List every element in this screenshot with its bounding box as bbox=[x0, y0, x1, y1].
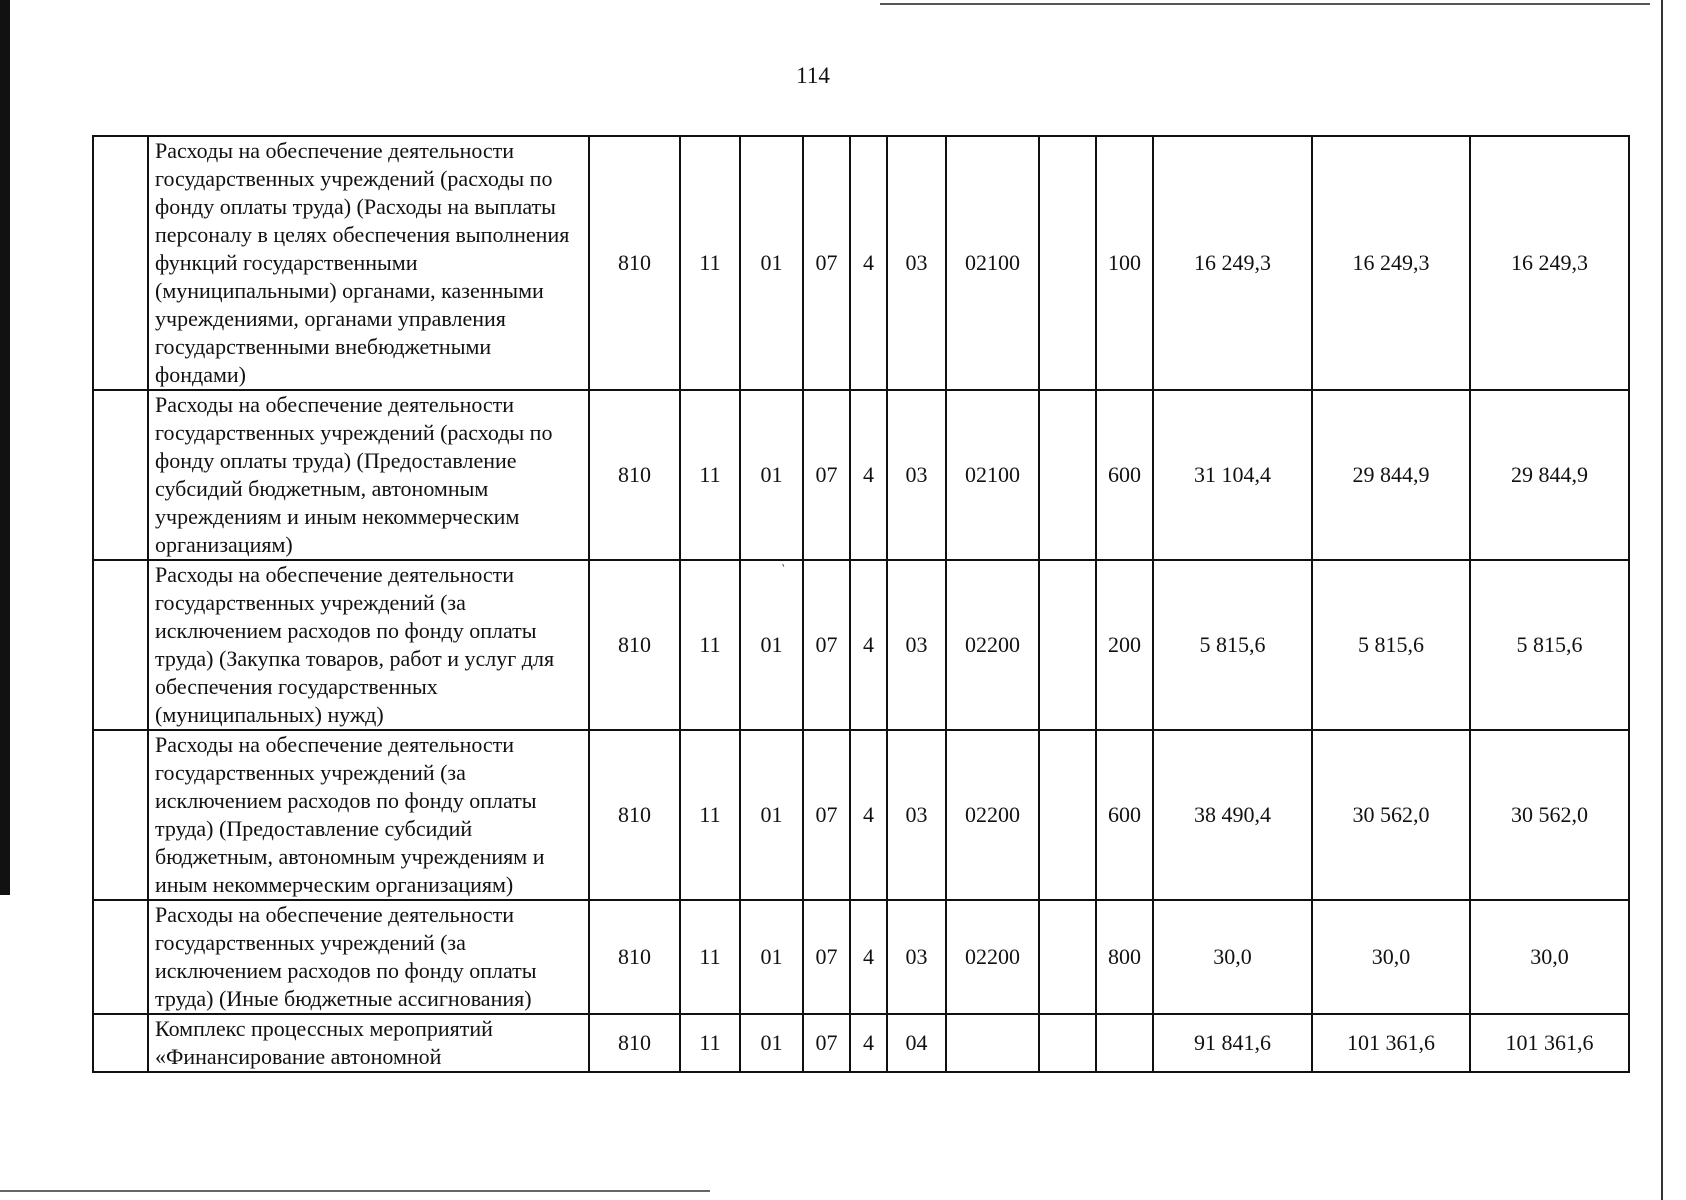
row-number-cell bbox=[93, 1014, 148, 1072]
row-number-cell bbox=[93, 390, 148, 560]
complex-code-cell: 03 bbox=[887, 390, 946, 560]
program-code-cell: 07 bbox=[803, 136, 850, 390]
direction-code-cell: 02200 bbox=[946, 560, 1039, 730]
description-cell: Расходы на обеспечение деятельности государственных учреждений (расходы по фонду оплаты труда) (Предоставление субсидий бюджетным, автономным учреждениям и иным некоммерческим организациям) bbox=[148, 390, 589, 560]
subsection-code-cell: 01 bbox=[740, 560, 803, 730]
section-code-cell: 11 bbox=[680, 900, 740, 1014]
extra-code-cell bbox=[1039, 1014, 1096, 1072]
description-cell: Расходы на обеспечение деятельности государственных учреждений (расходы по фонду оплаты труда) (Расходы на выплаты персоналу в целях обеспечения выполнения функций государственными (муниципальными) органами, казенными учреждениями, органами управления государственными внебюджетными фондами) bbox=[148, 136, 589, 390]
direction-code-cell: 02100 bbox=[946, 136, 1039, 390]
table-row bbox=[93, 560, 1629, 730]
program-type-cell: 4 bbox=[850, 730, 887, 900]
amount-year3-cell: 30,0 bbox=[1470, 900, 1629, 1014]
expense-type-cell bbox=[1096, 1014, 1153, 1072]
expense-type-cell: 600 bbox=[1096, 730, 1153, 900]
section-code-cell: 11 bbox=[680, 560, 740, 730]
subsection-code-cell: 01 bbox=[740, 730, 803, 900]
direction-code-cell: 02200 bbox=[946, 730, 1039, 900]
amount-year1-cell: 91 841,6 bbox=[1153, 1014, 1312, 1072]
section-code-cell: 11 bbox=[680, 1014, 740, 1072]
budget-table bbox=[92, 135, 1630, 1073]
direction-code-cell bbox=[946, 1014, 1039, 1072]
program-type-cell: 4 bbox=[850, 136, 887, 390]
extra-code-cell bbox=[1039, 390, 1096, 560]
amount-year3-cell: 29 844,9 bbox=[1470, 390, 1629, 560]
program-code-cell: 07 bbox=[803, 1014, 850, 1072]
direction-code-cell: 02200 bbox=[946, 900, 1039, 1014]
amount-year3-cell: 5 815,6 bbox=[1470, 560, 1629, 730]
row-number-cell bbox=[93, 136, 148, 390]
extra-code-cell bbox=[1039, 900, 1096, 1014]
table-body bbox=[93, 136, 1629, 1072]
amount-year2-cell: 30,0 bbox=[1312, 900, 1470, 1014]
amount-year1-cell: 38 490,4 bbox=[1153, 730, 1312, 900]
grbs-code-cell: 810 bbox=[589, 1014, 680, 1072]
expense-type-cell: 200 bbox=[1096, 560, 1153, 730]
expense-type-cell: 600 bbox=[1096, 390, 1153, 560]
row-number-cell bbox=[93, 560, 148, 730]
table-row bbox=[93, 136, 1629, 390]
complex-code-cell: 04 bbox=[887, 1014, 946, 1072]
complex-code-cell: 03 bbox=[887, 136, 946, 390]
scan-line-top bbox=[880, 3, 1650, 5]
extra-code-cell bbox=[1039, 730, 1096, 900]
row-number-cell bbox=[93, 730, 148, 900]
subsection-code-cell: 01 bbox=[740, 900, 803, 1014]
section-code-cell: 11 bbox=[680, 136, 740, 390]
program-code-cell: 07 bbox=[803, 560, 850, 730]
section-code-cell: 11 bbox=[680, 390, 740, 560]
scan-edge-left bbox=[0, 0, 10, 895]
table-row bbox=[93, 900, 1629, 1014]
amount-year1-cell: 16 249,3 bbox=[1153, 136, 1312, 390]
subsection-code-cell: 01 bbox=[740, 136, 803, 390]
description-cell: Комплекс процессных мероприятий «Финансирование автономной bbox=[148, 1014, 589, 1072]
tick-mark: ` bbox=[776, 562, 787, 579]
amount-year3-cell: 101 361,6 bbox=[1470, 1014, 1629, 1072]
program-code-cell: 07 bbox=[803, 390, 850, 560]
complex-code-cell: 03 bbox=[887, 730, 946, 900]
amount-year2-cell: 29 844,9 bbox=[1312, 390, 1470, 560]
amount-year3-cell: 30 562,0 bbox=[1470, 730, 1629, 900]
program-type-cell: 4 bbox=[850, 1014, 887, 1072]
extra-code-cell bbox=[1039, 136, 1096, 390]
grbs-code-cell: 810 bbox=[589, 390, 680, 560]
scan-line-bottom bbox=[0, 1190, 710, 1192]
page-number: 114 bbox=[796, 63, 830, 88]
scan-edge-right bbox=[1661, 0, 1663, 1200]
section-code-cell: 11 bbox=[680, 730, 740, 900]
amount-year1-cell: 31 104,4 bbox=[1153, 390, 1312, 560]
subsection-code-cell: 01 bbox=[740, 390, 803, 560]
amount-year2-cell: 30 562,0 bbox=[1312, 730, 1470, 900]
direction-code-cell: 02100 bbox=[946, 390, 1039, 560]
grbs-code-cell: 810 bbox=[589, 560, 680, 730]
amount-year2-cell: 5 815,6 bbox=[1312, 560, 1470, 730]
amount-year1-cell: 5 815,6 bbox=[1153, 560, 1312, 730]
description-cell: Расходы на обеспечение деятельности государственных учреждений (за исключением расходов по фонду оплаты труда) (Иные бюджетные ассигнования) bbox=[148, 900, 589, 1014]
grbs-code-cell: 810 bbox=[589, 900, 680, 1014]
table-row bbox=[93, 730, 1629, 900]
complex-code-cell: 03 bbox=[887, 900, 946, 1014]
expense-type-cell: 100 bbox=[1096, 136, 1153, 390]
program-type-cell: 4 bbox=[850, 390, 887, 560]
amount-year2-cell: 101 361,6 bbox=[1312, 1014, 1470, 1072]
grbs-code-cell: 810 bbox=[589, 730, 680, 900]
subsection-code-cell: 01 bbox=[740, 1014, 803, 1072]
table-row bbox=[93, 390, 1629, 560]
amount-year1-cell: 30,0 bbox=[1153, 900, 1312, 1014]
program-code-cell: 07 bbox=[803, 900, 850, 1014]
program-code-cell: 07 bbox=[803, 730, 850, 900]
table-row bbox=[93, 1014, 1629, 1072]
program-type-cell: 4 bbox=[850, 560, 887, 730]
row-number-cell bbox=[93, 900, 148, 1014]
amount-year2-cell: 16 249,3 bbox=[1312, 136, 1470, 390]
expense-type-cell: 800 bbox=[1096, 900, 1153, 1014]
program-type-cell: 4 bbox=[850, 900, 887, 1014]
description-cell: Расходы на обеспечение деятельности государственных учреждений (за исключением расходов по фонду оплаты труда) (Предоставление субсидий бюджетным, автономным учреждениям и иным некоммерческим организациям) bbox=[148, 730, 589, 900]
grbs-code-cell: 810 bbox=[589, 136, 680, 390]
extra-code-cell bbox=[1039, 560, 1096, 730]
description-cell: Расходы на обеспечение деятельности государственных учреждений (за исключением расходов по фонду оплаты труда) (Закупка товаров, работ и услуг для обеспечения государственных (муниципальных) нужд) bbox=[148, 560, 589, 730]
complex-code-cell: 03 bbox=[887, 560, 946, 730]
amount-year3-cell: 16 249,3 bbox=[1470, 136, 1629, 390]
